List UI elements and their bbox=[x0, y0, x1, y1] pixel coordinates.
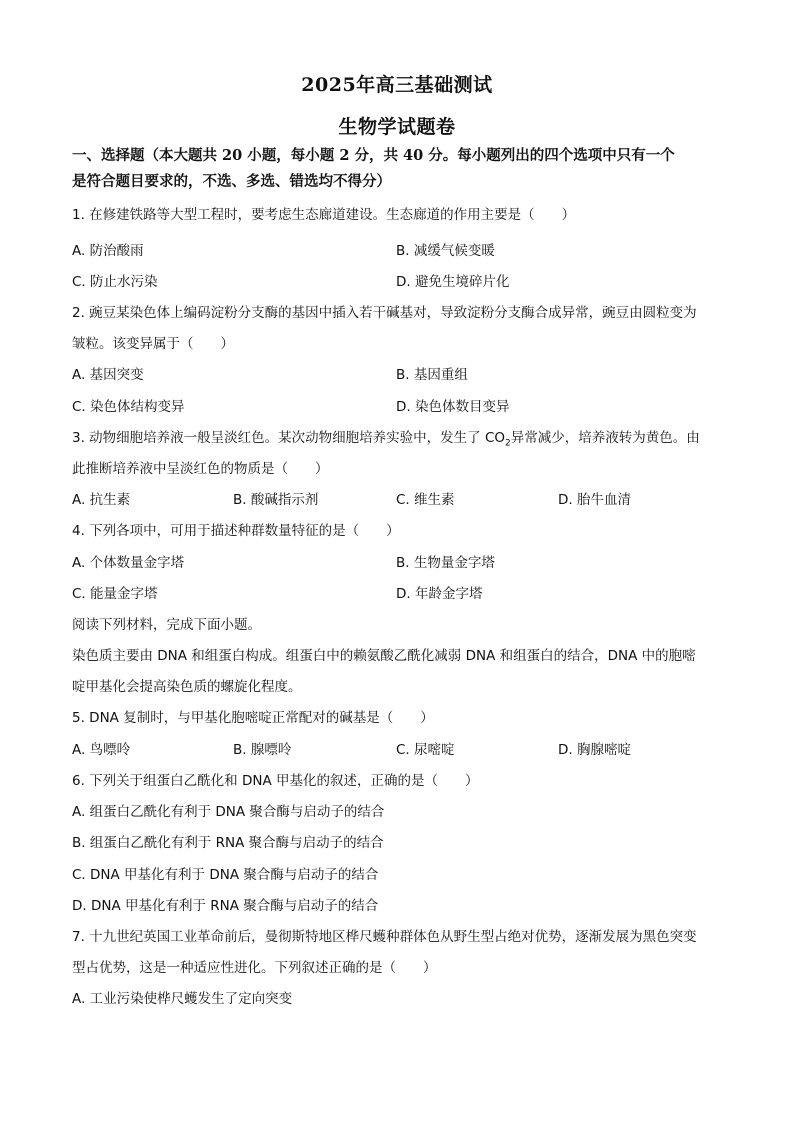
question-2-option-d: D. 染色体数目变异 bbox=[396, 399, 510, 415]
material-intro: 阅读下列材料，完成下面小题。 bbox=[72, 617, 261, 633]
material-text-line2: 啶甲基化会提高染色质的螺旋化程度。 bbox=[72, 679, 302, 695]
question-3-stem-line2: 此推断培养液中呈淡红色的物质是（ ） bbox=[72, 461, 329, 477]
question-1-option-d: D. 避免生境碎片化 bbox=[396, 274, 510, 290]
question-6-option-a: A. 组蛋白乙酰化有利于 DNA 聚合酶与启动子的结合 bbox=[72, 804, 385, 820]
question-5-stem: 5. DNA 复制时，与甲基化胞嘧啶正常配对的碱基是（ ） bbox=[72, 710, 434, 726]
question-1-option-b: B. 减缓气候变暖 bbox=[396, 243, 495, 259]
question-4-option-a: A. 个体数量金字塔 bbox=[72, 555, 185, 571]
section-heading bbox=[72, 143, 732, 195]
question-1-option-c: C. 防止水污染 bbox=[72, 274, 158, 290]
question-4-option-c: C. 能量金字塔 bbox=[72, 586, 158, 602]
section-heading-line2: 是符合题目要求的，不选、多选、错选均不得分） bbox=[72, 173, 391, 190]
question-3-option-c: C. 维生素 bbox=[396, 492, 455, 508]
question-3-stem-pre: 3. 动物细胞培养液一般呈淡红色。某次动物细胞培养实验中，发生了 CO bbox=[72, 430, 506, 446]
question-2-stem-line2: 皱粒。该变异属于（ ） bbox=[72, 336, 234, 352]
co2-subscript: 2 bbox=[505, 438, 511, 449]
question-5-option-c: C. 尿嘧啶 bbox=[396, 742, 455, 758]
question-3-stem-post: 异常减少，培养液转为黄色。由 bbox=[510, 430, 700, 446]
question-7-option-a: A. 工业污染使桦尺蠖发生了定向突变 bbox=[72, 991, 293, 1007]
question-2-option-b: B. 基因重组 bbox=[396, 367, 468, 383]
question-6-stem: 6. 下列关于组蛋白乙酰化和 DNA 甲基化的叙述，正确的是（ ） bbox=[72, 773, 479, 789]
exam-subtitle: 生物学试题卷 bbox=[338, 116, 456, 138]
question-6-option-d: D. DNA 甲基化有利于 RNA 聚合酶与启动子的结合 bbox=[72, 898, 379, 914]
question-5-option-d: D. 胸腺嘧啶 bbox=[558, 742, 631, 758]
material-text-line1: 染色质主要由 DNA 和组蛋白构成。组蛋白中的赖氨酸乙酰化减弱 DNA 和组蛋白的结合，DNA 中的胞嘧 bbox=[72, 648, 696, 664]
question-4-stem: 4. 下列各项中，可用于描述种群数量特征的是（ ） bbox=[72, 523, 400, 539]
question-3-option-a: A. 抗生素 bbox=[72, 492, 131, 508]
question-1-stem: 1. 在修建铁路等大型工程时，要考虑生态廊道建设。生态廊道的作用主要是（ ） bbox=[72, 207, 576, 223]
question-1-option-a: A. 防治酸雨 bbox=[72, 243, 144, 259]
question-7-stem-line1: 7. 十九世纪英国工业革命前后，曼彻斯特地区桦尺蠖种群体色从野生型占绝对优势，逐渐发展为黑色突变 bbox=[72, 929, 697, 945]
question-2-option-c: C. 染色体结构变异 bbox=[72, 399, 185, 415]
question-2-option-a: A. 基因突变 bbox=[72, 367, 144, 383]
question-5-option-b: B. 腺嘌呤 bbox=[233, 742, 292, 758]
question-3-stem-line1 bbox=[72, 428, 700, 454]
question-4-option-b: B. 生物量金字塔 bbox=[396, 555, 495, 571]
exam-title: 2025年高三基础测试 bbox=[301, 74, 493, 96]
question-5-option-a: A. 鸟嘌呤 bbox=[72, 742, 131, 758]
question-3-option-d: D. 胎牛血清 bbox=[558, 492, 631, 508]
question-6-option-c: C. DNA 甲基化有利于 DNA 聚合酶与启动子的结合 bbox=[72, 867, 379, 883]
question-6-option-b: B. 组蛋白乙酰化有利于 RNA 聚合酶与启动子的结合 bbox=[72, 835, 384, 851]
section-heading-line1: 一、选择题（本大题共 20 小题，每小题 2 分，共 40 分。每小题列出的四个选项中只有一个 bbox=[72, 147, 675, 164]
question-3-option-b: B. 酸碱指示剂 bbox=[233, 492, 319, 508]
question-4-option-d: D. 年龄金字塔 bbox=[396, 586, 483, 602]
question-2-stem-line1: 2. 豌豆某染色体上编码淀粉分支酶的基因中插入若干碱基对，导致淀粉分支酶合成异常，豌豆由圆粒变为 bbox=[72, 305, 697, 321]
question-7-stem-line2: 型占优势，这是一种适应性进化。下列叙述正确的是（ ） bbox=[72, 960, 437, 976]
